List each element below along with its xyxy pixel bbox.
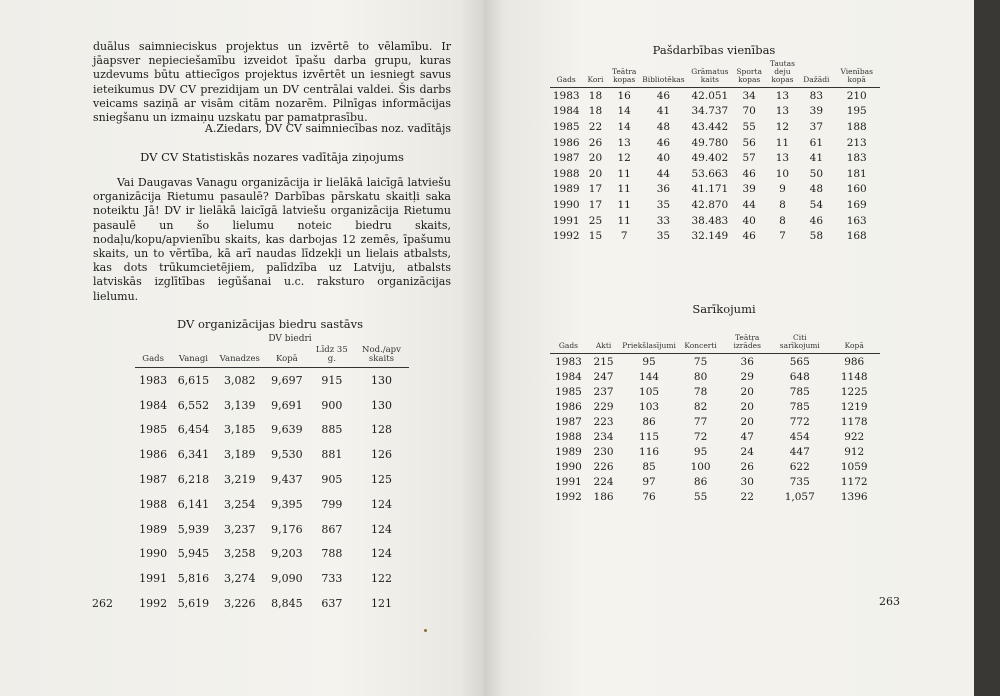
table-cell: 25 bbox=[588, 214, 603, 227]
intro-text: duālus saimnieciskus projektus un izvērtē to vēlamību. Ir jāapsver nepieciešamību izveidot īpašu darba grupu, kuras uzdevums būtu attiecīgos projektus izvērtēt un iesniegt savus ieteikumus DV CV prezidijam un DV centrālai valdei. Šis darbs veicams saziņā ar visām citām nozarēm. Pilnīgas informācijas sniegšanu un izmaiņu uzskatu par pamatprasību. bbox=[93, 40, 451, 125]
table-cell: 1983 bbox=[555, 355, 582, 368]
table-cell: 1983 bbox=[552, 89, 580, 102]
header-cell: Citi sarīkojumi bbox=[771, 334, 828, 354]
table-row bbox=[550, 460, 880, 475]
table-cell: 14 bbox=[617, 105, 631, 118]
table-cell: 1985 bbox=[555, 385, 582, 398]
table-cell: 1991 bbox=[139, 572, 168, 586]
left-page bbox=[0, 0, 484, 696]
table-cell: 39 bbox=[742, 183, 756, 196]
table-cell: 3,219 bbox=[224, 473, 256, 487]
table-cell: 128 bbox=[370, 423, 392, 437]
table-row bbox=[550, 119, 880, 135]
table-cell: 41.171 bbox=[691, 183, 729, 196]
table-cell: 44 bbox=[742, 198, 756, 211]
table-cell: 168 bbox=[846, 230, 867, 243]
table-cell: 1985 bbox=[139, 423, 168, 437]
members-header-row bbox=[135, 346, 409, 368]
table-cell: 5,939 bbox=[177, 522, 210, 536]
table-cell: 11 bbox=[617, 214, 631, 227]
table-cell: 34 bbox=[742, 89, 756, 102]
table-cell: 12 bbox=[775, 120, 790, 133]
table-cell: 912 bbox=[844, 446, 865, 459]
table-cell: 195 bbox=[846, 105, 867, 118]
table-cell: 1225 bbox=[840, 385, 868, 398]
table-cell: 76 bbox=[642, 491, 656, 504]
header-cell: Teātra kopas bbox=[609, 60, 640, 88]
table-cell: 125 bbox=[370, 473, 392, 487]
table-cell: 6,341 bbox=[177, 448, 210, 462]
table-cell: 126 bbox=[370, 448, 392, 462]
table-row bbox=[550, 490, 880, 505]
header-cell: Kopā bbox=[264, 346, 310, 368]
table-cell: 26 bbox=[588, 136, 603, 149]
table-cell: 41 bbox=[656, 105, 671, 118]
table-cell: 43.442 bbox=[691, 120, 729, 133]
table-cell: 3,189 bbox=[224, 448, 256, 462]
table-cell: 70 bbox=[742, 105, 756, 118]
table-row bbox=[135, 442, 409, 467]
table-cell: 169 bbox=[846, 198, 867, 211]
table-cell: 72 bbox=[693, 431, 708, 444]
table-cell: 247 bbox=[593, 370, 614, 383]
activities-table-title: Pašdarbības vienības bbox=[652, 43, 776, 57]
header-cell: Gads bbox=[135, 346, 171, 368]
table-cell: 75 bbox=[693, 355, 708, 368]
table-cell: 210 bbox=[846, 89, 867, 102]
table-row bbox=[135, 418, 409, 443]
header-cell: Kori bbox=[582, 60, 608, 88]
table-cell: 1991 bbox=[555, 476, 582, 489]
table-cell: 986 bbox=[844, 355, 865, 368]
table-cell: 622 bbox=[789, 461, 810, 474]
table-cell: 1991 bbox=[552, 214, 580, 227]
table-cell: 1059 bbox=[840, 461, 868, 474]
right-page bbox=[484, 0, 974, 696]
header-cell: Vanadzes bbox=[216, 346, 264, 368]
header-cell: Nod./apv skaits bbox=[354, 346, 409, 368]
table-cell: 48 bbox=[809, 183, 824, 196]
header-cell: Līdz 35 g. bbox=[310, 346, 354, 368]
table-cell: 224 bbox=[593, 476, 614, 489]
table-cell: 105 bbox=[639, 385, 660, 398]
table-cell: 237 bbox=[593, 385, 614, 398]
table-cell: 1172 bbox=[840, 476, 868, 489]
table-cell: 48 bbox=[656, 120, 671, 133]
table-cell: 82 bbox=[693, 400, 708, 413]
left-page-number: 262 bbox=[92, 597, 113, 610]
table-cell: 9,691 bbox=[271, 398, 303, 412]
table-cell: 181 bbox=[846, 167, 867, 180]
table-cell: 35 bbox=[656, 230, 671, 243]
table-cell: 124 bbox=[370, 497, 392, 511]
table-cell: 17 bbox=[588, 198, 603, 211]
table-cell: 12 bbox=[617, 152, 631, 165]
table-cell: 1988 bbox=[139, 497, 168, 511]
table-cell: 20 bbox=[588, 152, 603, 165]
header-cell: Dažādi bbox=[799, 60, 833, 88]
header-cell: Akti bbox=[587, 334, 620, 354]
table-row bbox=[135, 368, 409, 393]
paper-speck bbox=[424, 629, 427, 632]
events-table-title: Sarīkojumi bbox=[692, 302, 756, 316]
table-cell: 3,139 bbox=[224, 398, 256, 412]
table-cell: 1984 bbox=[552, 105, 580, 118]
table-cell: 22 bbox=[588, 120, 603, 133]
table-cell: 9,090 bbox=[271, 572, 303, 586]
table-cell: 39 bbox=[809, 105, 824, 118]
table-cell: 10 bbox=[775, 167, 790, 180]
table-cell: 1989 bbox=[555, 446, 582, 459]
table-cell: 788 bbox=[321, 547, 343, 561]
table-cell: 3,237 bbox=[224, 522, 256, 536]
report-paragraph bbox=[93, 176, 451, 304]
table-cell: 30 bbox=[740, 476, 754, 489]
table-cell: 41 bbox=[809, 152, 824, 165]
header-cell: Sporta kopas bbox=[733, 60, 766, 88]
table-cell: 11 bbox=[617, 198, 631, 211]
table-cell: 188 bbox=[846, 120, 867, 133]
table-cell: 9,437 bbox=[271, 473, 303, 487]
table-row bbox=[550, 414, 880, 429]
table-cell: 44 bbox=[656, 167, 671, 180]
table-cell: 1219 bbox=[840, 400, 868, 413]
table-cell: 785 bbox=[789, 385, 810, 398]
table-cell: 7 bbox=[620, 230, 628, 243]
table-cell: 38.483 bbox=[691, 214, 729, 227]
table-row bbox=[135, 393, 409, 418]
table-cell: 61 bbox=[809, 136, 824, 149]
table-cell: 454 bbox=[789, 431, 810, 444]
header-cell: Teātŗa izrādes bbox=[723, 334, 771, 354]
table-cell: 20 bbox=[588, 167, 603, 180]
table-cell: 226 bbox=[593, 461, 614, 474]
table-cell: 46 bbox=[742, 230, 756, 243]
table-cell: 6,552 bbox=[177, 398, 210, 412]
table-cell: 230 bbox=[593, 446, 614, 459]
table-cell: 26 bbox=[740, 461, 754, 474]
table-cell: 3,185 bbox=[224, 423, 256, 437]
header-cell: Gads bbox=[550, 60, 582, 88]
table-cell: 13 bbox=[617, 136, 631, 149]
table-cell: 234 bbox=[593, 431, 614, 444]
table-cell: 42.870 bbox=[691, 198, 729, 211]
header-cell: Vienības kopā bbox=[833, 60, 880, 88]
table-cell: 11 bbox=[775, 136, 790, 149]
table-cell: 1990 bbox=[552, 198, 580, 211]
table-cell: 24 bbox=[740, 446, 754, 459]
table-cell: 881 bbox=[321, 448, 343, 462]
table-cell: 1992 bbox=[555, 491, 582, 504]
table-cell: 36 bbox=[656, 183, 671, 196]
table-cell: 1987 bbox=[555, 415, 582, 428]
table-cell: 13 bbox=[775, 89, 790, 102]
table-row bbox=[135, 492, 409, 517]
table-cell: 103 bbox=[639, 400, 660, 413]
table-cell: 13 bbox=[775, 152, 790, 165]
table-row bbox=[550, 429, 880, 444]
table-cell: 97 bbox=[642, 476, 656, 489]
table-cell: 83 bbox=[809, 89, 824, 102]
table-cell: 57 bbox=[742, 152, 756, 165]
table-cell: 1990 bbox=[139, 547, 168, 561]
table-cell: 34.737 bbox=[691, 105, 729, 118]
table-row bbox=[135, 591, 409, 616]
table-cell: 78 bbox=[693, 385, 708, 398]
table-row bbox=[550, 475, 880, 490]
table-cell: 885 bbox=[321, 423, 343, 437]
table-cell: 32.149 bbox=[691, 230, 729, 243]
table-row bbox=[135, 467, 409, 492]
report-title: DV CV Statistiskās nozares vadītāja ziņojums bbox=[140, 150, 404, 164]
table-cell: 46 bbox=[742, 167, 756, 180]
table-cell: 22 bbox=[740, 491, 754, 504]
table-cell: 95 bbox=[693, 446, 708, 459]
table-cell: 1987 bbox=[139, 473, 168, 487]
table-cell: 50 bbox=[809, 167, 824, 180]
table-cell: 17 bbox=[588, 183, 603, 196]
table-cell: 55 bbox=[693, 491, 708, 504]
header-cell: Tautas deju kopas bbox=[766, 60, 800, 88]
table-cell: 115 bbox=[639, 431, 660, 444]
table-cell: 1986 bbox=[552, 136, 580, 149]
header-cell: Gads bbox=[550, 334, 587, 354]
table-row bbox=[550, 369, 880, 384]
activities-table bbox=[550, 60, 880, 244]
activities-header-row bbox=[550, 60, 880, 88]
table-cell: 648 bbox=[789, 370, 810, 383]
table-cell: 116 bbox=[639, 446, 660, 459]
table-cell: 8 bbox=[779, 198, 786, 211]
right-page-number: 263 bbox=[879, 595, 900, 608]
table-cell: 1989 bbox=[139, 522, 168, 536]
table-cell: 735 bbox=[789, 476, 810, 489]
header-cell: Bibliotēkas bbox=[640, 60, 687, 88]
table-cell: 9,395 bbox=[271, 497, 303, 511]
table-cell: 100 bbox=[690, 461, 711, 474]
table-cell: 40 bbox=[656, 152, 671, 165]
members-table-title: DV organizācijas biedru sastāvs bbox=[176, 317, 364, 331]
table-cell: 9,530 bbox=[271, 448, 303, 462]
table-cell: 77 bbox=[693, 415, 708, 428]
table-row bbox=[550, 445, 880, 460]
table-cell: 18 bbox=[588, 89, 603, 102]
table-cell: 1984 bbox=[555, 370, 582, 383]
table-cell: 9,697 bbox=[271, 373, 303, 387]
table-cell: 47 bbox=[740, 431, 754, 444]
table-cell: 922 bbox=[844, 431, 865, 444]
events-table bbox=[550, 334, 880, 505]
signature: A.Ziedars, DV CV saimniecības noz. vadītājs bbox=[204, 122, 451, 135]
table-cell: 1989 bbox=[552, 183, 580, 196]
table-cell: 9,639 bbox=[271, 423, 303, 437]
header-cell: Koncerti bbox=[678, 334, 723, 354]
table-cell: 46 bbox=[656, 89, 671, 102]
table-cell: 1983 bbox=[139, 373, 168, 387]
members-table-body bbox=[135, 368, 409, 616]
table-cell: 5,945 bbox=[177, 547, 210, 561]
table-cell: 3,254 bbox=[224, 497, 256, 511]
table-cell: 867 bbox=[321, 522, 343, 536]
activities-table-body bbox=[550, 88, 880, 244]
table-cell: 5,816 bbox=[177, 572, 210, 586]
table-cell: 56 bbox=[742, 136, 756, 149]
table-cell: 55 bbox=[742, 120, 756, 133]
table-cell: 6,141 bbox=[177, 497, 210, 511]
table-row bbox=[550, 228, 880, 244]
table-cell: 215 bbox=[593, 355, 614, 368]
table-cell: 9,176 bbox=[271, 522, 303, 536]
table-cell: 49.780 bbox=[691, 136, 729, 149]
table-cell: 1178 bbox=[840, 415, 868, 428]
table-cell: 1990 bbox=[555, 461, 582, 474]
table-cell: 8,845 bbox=[271, 597, 303, 611]
table-cell: 14 bbox=[617, 120, 631, 133]
table-cell: 3,082 bbox=[224, 373, 256, 387]
intro-paragraph bbox=[93, 40, 451, 125]
table-row bbox=[550, 88, 880, 104]
table-cell: 1986 bbox=[555, 400, 582, 413]
table-cell: 42.051 bbox=[691, 89, 729, 102]
table-cell: 29 bbox=[740, 370, 754, 383]
table-row bbox=[135, 566, 409, 591]
table-cell: 799 bbox=[321, 497, 343, 511]
book-edge bbox=[974, 0, 1000, 696]
table-row bbox=[135, 517, 409, 542]
events-table-body bbox=[550, 354, 880, 505]
table-cell: 1988 bbox=[555, 431, 582, 444]
table-cell: 53.663 bbox=[691, 167, 729, 180]
table-row bbox=[550, 182, 880, 198]
table-cell: 447 bbox=[789, 446, 810, 459]
table-cell: 3,226 bbox=[224, 597, 256, 611]
table-cell: 183 bbox=[846, 152, 867, 165]
table-cell: 1396 bbox=[840, 491, 868, 504]
table-cell: 130 bbox=[370, 398, 392, 412]
table-cell: 229 bbox=[593, 400, 614, 413]
table-cell: 95 bbox=[642, 355, 656, 368]
table-cell: 565 bbox=[789, 355, 810, 368]
table-cell: 6,218 bbox=[177, 473, 210, 487]
table-cell: 80 bbox=[693, 370, 708, 383]
header-cell: Priekšlasījumi bbox=[620, 334, 678, 354]
table-cell: 1986 bbox=[139, 448, 168, 462]
table-cell: 46 bbox=[809, 214, 824, 227]
header-cell: Kopā bbox=[828, 334, 880, 354]
table-cell: 124 bbox=[370, 547, 392, 561]
table-row bbox=[550, 150, 880, 166]
table-row bbox=[550, 104, 880, 120]
header-cell: Grāmatus kaits bbox=[687, 60, 733, 88]
table-cell: 46 bbox=[656, 136, 671, 149]
table-cell: 86 bbox=[642, 415, 656, 428]
table-cell: 121 bbox=[370, 597, 392, 611]
report-text: Vai Daugavas Vanagu organizācija ir lielākā laicīgā latviešu organizācija Rietumu pasaulē? Darbības pārskatu skaitļi saka noteiktu Jā! DV ir lielākā laicīgā latviešu organizācija Rietumu pasaulē un šo lielumu noteic biedru skaits, nodaļu/kopu/apvienību skaits, kas darbojas 12 zemēs, īpašumu skaits, un to vērtība, kā arī naudas līdzekļi un lielais atbalsts, kas dots trūkumcietējiem, palīdzība uz Latviju, atbalsts latviskās izglītības iegūšanai u.c. raksturo organizācijas lielumu. bbox=[93, 176, 451, 303]
table-cell: 85 bbox=[642, 461, 656, 474]
table-cell: 9 bbox=[779, 183, 786, 196]
table-cell: 13 bbox=[775, 105, 790, 118]
events-header-row bbox=[550, 334, 880, 354]
table-cell: 3,258 bbox=[224, 547, 256, 561]
table-cell: 905 bbox=[321, 473, 343, 487]
table-cell: 6,454 bbox=[177, 423, 210, 437]
table-cell: 772 bbox=[789, 415, 810, 428]
table-cell: 3,274 bbox=[224, 572, 256, 586]
table-cell: 5,619 bbox=[177, 597, 210, 611]
table-row bbox=[550, 166, 880, 182]
table-cell: 1992 bbox=[139, 597, 168, 611]
table-cell: 733 bbox=[321, 572, 343, 586]
table-cell: 20 bbox=[740, 385, 754, 398]
table-cell: 900 bbox=[321, 398, 343, 412]
table-row bbox=[550, 213, 880, 229]
header-cell: Vanagi bbox=[171, 346, 215, 368]
table-cell: 1984 bbox=[139, 398, 168, 412]
table-cell: 9,203 bbox=[271, 547, 303, 561]
members-table bbox=[135, 346, 409, 616]
table-cell: 1985 bbox=[552, 120, 580, 133]
table-row bbox=[550, 197, 880, 213]
table-row bbox=[550, 399, 880, 414]
table-cell: 58 bbox=[809, 230, 824, 243]
table-cell: 785 bbox=[789, 400, 810, 413]
table-cell: 213 bbox=[846, 136, 867, 149]
table-cell: 16 bbox=[617, 89, 631, 102]
table-cell: 35 bbox=[656, 198, 671, 211]
table-cell: 160 bbox=[846, 183, 867, 196]
table-cell: 163 bbox=[846, 214, 867, 227]
table-row bbox=[550, 135, 880, 151]
table-cell: 1988 bbox=[552, 167, 580, 180]
table-cell: 20 bbox=[740, 415, 754, 428]
table-cell: 122 bbox=[370, 572, 392, 586]
table-row bbox=[135, 542, 409, 567]
table-cell: 20 bbox=[740, 400, 754, 413]
table-cell: 49.402 bbox=[691, 152, 729, 165]
table-cell: 1,057 bbox=[784, 491, 815, 504]
table-cell: 86 bbox=[693, 476, 708, 489]
table-cell: 11 bbox=[617, 183, 631, 196]
table-row bbox=[550, 354, 880, 370]
table-cell: 7 bbox=[779, 230, 786, 243]
table-cell: 1148 bbox=[840, 370, 868, 383]
table-cell: 130 bbox=[370, 373, 392, 387]
table-cell: 54 bbox=[809, 198, 824, 211]
table-cell: 1987 bbox=[552, 152, 580, 165]
table-cell: 6,615 bbox=[177, 373, 210, 387]
table-cell: 144 bbox=[639, 370, 660, 383]
table-cell: 186 bbox=[593, 491, 614, 504]
table-cell: 15 bbox=[588, 230, 603, 243]
table-cell: 8 bbox=[779, 214, 786, 227]
table-cell: 124 bbox=[370, 522, 392, 536]
table-cell: 40 bbox=[742, 214, 756, 227]
table-cell: 637 bbox=[321, 597, 343, 611]
table-cell: 36 bbox=[740, 355, 754, 368]
table-cell: 33 bbox=[656, 214, 671, 227]
table-cell: 11 bbox=[617, 167, 631, 180]
table-cell: 18 bbox=[588, 105, 603, 118]
table-cell: 223 bbox=[593, 415, 614, 428]
table-row bbox=[550, 384, 880, 399]
members-group-header: DV biedri bbox=[268, 334, 312, 344]
table-cell: 915 bbox=[321, 373, 343, 387]
table-cell: 1992 bbox=[552, 230, 580, 243]
table-cell: 37 bbox=[809, 120, 824, 133]
